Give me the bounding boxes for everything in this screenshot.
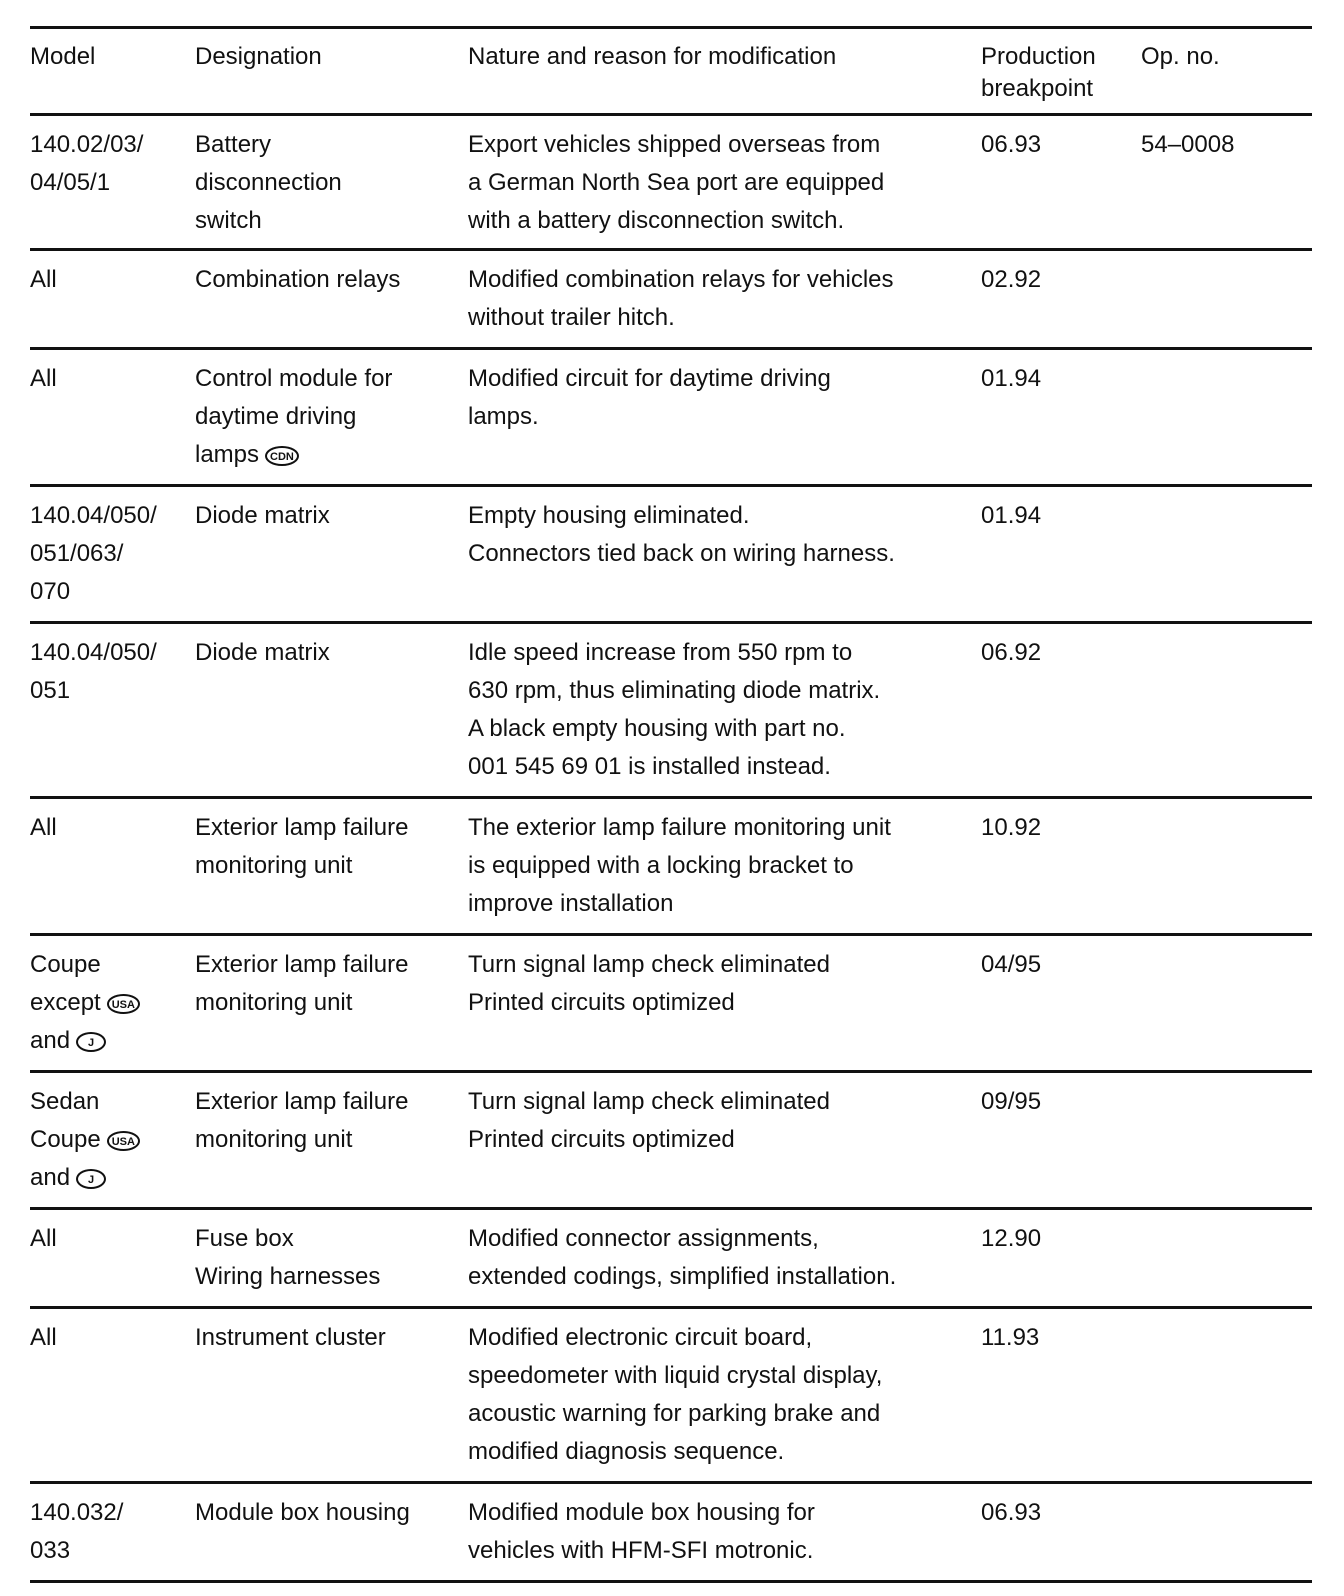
table-row — [30, 487, 1312, 621]
table-row — [30, 251, 1312, 347]
model-line: and — [30, 1164, 71, 1191]
cell-designation — [195, 360, 468, 484]
designation-text: Exterior lamp failure monitoring unit — [195, 1088, 409, 1153]
cell-op — [1141, 1494, 1312, 1580]
cell-op: 54–0008 — [1141, 131, 1235, 158]
cell-nature: Idle speed increase from 550 rpm to 630 rpm, thus eliminating diode matrix. A black empty housing with part no. 001 545 69 01 is installed instead. — [468, 639, 881, 780]
model-line: Coupe — [30, 951, 101, 978]
designation-text: Diode matrix — [195, 502, 330, 529]
cell-model: All — [30, 365, 57, 392]
cell-designation — [195, 1220, 468, 1306]
cell-op — [1141, 261, 1312, 347]
cell-production: 06.93 — [981, 1499, 1042, 1526]
cell-nature: Turn signal lamp check eliminated Printed circuits optimized — [468, 1088, 830, 1153]
cell-production: 10.92 — [981, 814, 1042, 841]
table-row — [30, 799, 1312, 933]
designation-text: Diode matrix — [195, 639, 330, 666]
table-row — [30, 1309, 1312, 1481]
cell-op — [1141, 1083, 1312, 1207]
header-designation: Designation — [195, 43, 322, 70]
cell-nature: Export vehicles shipped overseas from a German North Sea port are equipped with a battery disconnection switch. — [468, 131, 885, 234]
canada-badge-icon: CDN — [265, 446, 299, 466]
cell-nature: Turn signal lamp check eliminated Printed circuits optimized — [468, 951, 830, 1016]
cell-model: 140.04/050/ 051 — [30, 639, 157, 704]
usa-badge-icon: USA — [107, 1131, 140, 1151]
designation-text: Module box housing — [195, 1499, 410, 1526]
header-model: Model — [30, 43, 96, 70]
table-header-row — [30, 29, 1312, 113]
cell-op — [1141, 360, 1312, 484]
cell-designation — [195, 1494, 468, 1580]
cell-production: 02.92 — [981, 266, 1042, 293]
table-body — [30, 116, 1312, 1583]
designation-text: Instrument cluster — [195, 1324, 386, 1351]
designation-text: Control module for daytime driving lamps — [195, 365, 393, 468]
table-row — [30, 936, 1312, 1070]
cell-model: All — [30, 1225, 57, 1252]
row-rule — [30, 1580, 1312, 1583]
model-line: Sedan — [30, 1088, 100, 1115]
cell-nature: Modified combination relays for vehicles without trailer hitch. — [468, 266, 894, 331]
designation-text: Battery disconnection switch — [195, 131, 342, 234]
cell-designation — [195, 1083, 468, 1207]
cell-op — [1141, 497, 1312, 621]
cell-designation — [195, 261, 468, 347]
cell-designation — [195, 126, 468, 248]
cell-nature: Modified circuit for daytime driving lamps. — [468, 365, 831, 430]
cell-production: 06.92 — [981, 639, 1042, 666]
header-nature: Nature and reason for modification — [468, 43, 837, 70]
cell-model: 140.032/ 033 — [30, 1499, 124, 1564]
cell-nature: Empty housing eliminated. Connectors tied back on wiring harness. — [468, 502, 895, 567]
table-row — [30, 624, 1312, 796]
cell-nature: The exterior lamp failure monitoring unit is equipped with a locking bracket to improve installation — [468, 814, 891, 917]
japan-badge-icon: J — [76, 1032, 106, 1052]
cell-op — [1141, 634, 1312, 796]
cell-production: 09/95 — [981, 1088, 1042, 1115]
cell-model: 140.02/03/ 04/05/1 — [30, 131, 144, 196]
table-row — [30, 116, 1312, 248]
cell-model — [30, 946, 195, 1070]
cell-nature: Modified module box housing for vehicles with HFM-SFI motronic. — [468, 1499, 815, 1564]
header-production-breakpoint: Production breakpoint — [981, 43, 1096, 102]
cell-designation — [195, 1319, 468, 1481]
designation-text: Exterior lamp failure monitoring unit — [195, 814, 409, 879]
model-line: Coupe — [30, 1126, 101, 1153]
cell-model: All — [30, 814, 57, 841]
cell-production: 06.93 — [981, 131, 1042, 158]
designation-text: Exterior lamp failure monitoring unit — [195, 951, 409, 1016]
modification-table — [30, 26, 1312, 1583]
table-row — [30, 350, 1312, 484]
cell-designation — [195, 634, 468, 796]
cell-model: All — [30, 1324, 57, 1351]
model-line: and — [30, 1027, 71, 1054]
cell-model: All — [30, 266, 57, 293]
cell-nature: Modified connector assignments, extended codings, simplified installation. — [468, 1225, 897, 1290]
cell-production: 04/95 — [981, 951, 1042, 978]
cell-nature: Modified electronic circuit board, speedometer with liquid crystal display, acoustic warning for parking brake and modified diagnosis sequence. — [468, 1324, 883, 1465]
cell-op — [1141, 809, 1312, 933]
cell-designation — [195, 497, 468, 621]
table-row — [30, 1484, 1312, 1580]
cell-production: 01.94 — [981, 502, 1042, 529]
cell-production: 01.94 — [981, 365, 1042, 392]
usa-badge-icon: USA — [107, 994, 140, 1014]
cell-op — [1141, 1319, 1312, 1481]
japan-badge-icon: J — [76, 1169, 106, 1189]
table-row — [30, 1210, 1312, 1306]
designation-text: Fuse box Wiring harnesses — [195, 1225, 381, 1290]
cell-op — [1141, 1220, 1312, 1306]
model-line: except — [30, 989, 101, 1016]
cell-model: 140.04/050/ 051/063/ 070 — [30, 502, 157, 605]
cell-production: 11.93 — [981, 1324, 1040, 1351]
table-row — [30, 1073, 1312, 1207]
header-op-no: Op. no. — [1141, 43, 1220, 70]
cell-model — [30, 1083, 195, 1207]
cell-designation — [195, 809, 468, 933]
cell-op — [1141, 946, 1312, 1070]
cell-production: 12.90 — [981, 1225, 1042, 1252]
designation-text: Combination relays — [195, 266, 401, 293]
cell-designation — [195, 946, 468, 1070]
